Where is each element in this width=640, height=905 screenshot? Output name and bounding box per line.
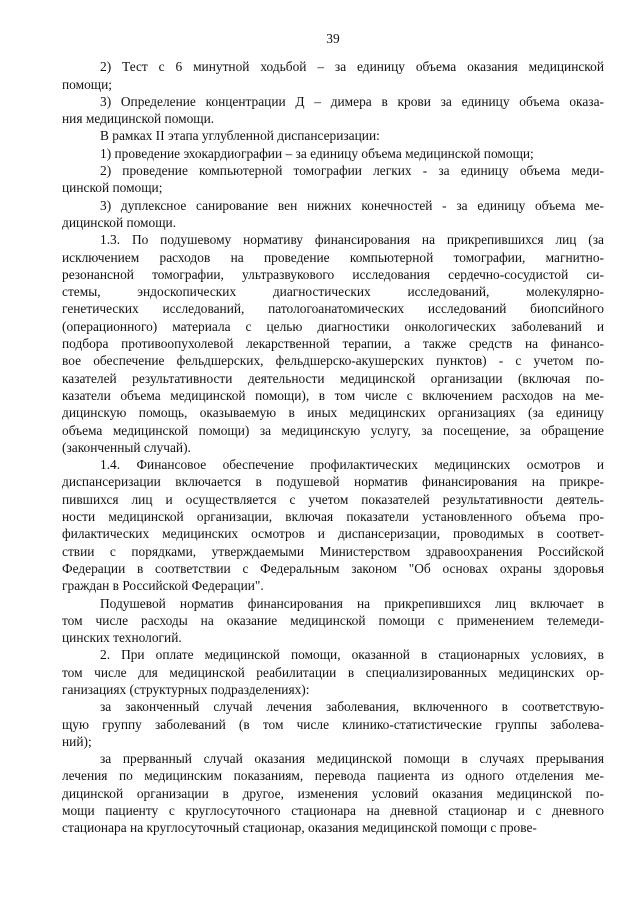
text-line: дицинскую помощь, оказываемую в иных медицинских организациях (за единицу — [62, 405, 604, 421]
text-line: вое обеспечение фельдшерских, фельдшерско-акушерских пунктов) - с учетом по- — [62, 353, 604, 369]
text-line: 2. При оплате медицинской помощи, оказанной в стационарных условиях, в — [100, 647, 604, 663]
text-line: 1.3. По подушевому нормативу финансирования на прикрепившихся лиц (за — [100, 232, 604, 248]
text-line: генетических исследований, патологоанатомических исследований биопсийного — [62, 301, 604, 317]
text-line: 3) Определение концентрации Д – димера в крови за единицу объема оказа- — [100, 93, 604, 109]
text-line: цинских технологий. — [62, 630, 182, 646]
text-line: ния медицинской помощи. — [62, 111, 215, 127]
text-line: ганизациях (структурных подразделениях): — [62, 681, 310, 697]
paragraph — [62, 197, 604, 232]
text-line: 2) Тест с 6 минутной ходьбой – за единицу объема оказания медицинской — [100, 59, 604, 75]
text-line: казателей результативности деятельности медицинской организации (включая по- — [62, 370, 604, 386]
paragraph — [62, 58, 604, 93]
text-line: мощи пациенту с круглосуточного стационара на дневной стационар и с дневного — [62, 803, 604, 819]
paragraph — [62, 127, 604, 144]
text-line: (законченный случай). — [62, 439, 191, 455]
paragraph — [62, 646, 604, 698]
text-line: В рамках II этапа углубленной диспансеризации: — [100, 128, 380, 144]
text-line: Подушевой норматив финансирования на прикрепившихся лиц включает в — [100, 595, 604, 611]
text-line: 2) проведение компьютерной томографии легких - за единицу объема меди- — [100, 163, 604, 179]
paragraph — [62, 231, 604, 456]
text-line: дицинской организации в другое, изменения условий оказания медицинской по- — [62, 785, 604, 801]
document-body — [62, 58, 604, 836]
text-line: объема медицинской помощи) за медицинскую услугу, за посещение, за обращение — [62, 422, 604, 438]
text-line: исключением расходов на проведение компьютерной томографии, магнитно- — [62, 249, 604, 265]
text-line: 1.4. Финансовое обеспечение профилактических медицинских осмотров и — [100, 457, 604, 473]
text-line: ний); — [62, 733, 92, 749]
text-line: филактических медицинских осмотров и диспансеризации, проводимых в соответ- — [62, 526, 604, 542]
text-line: ствии с порядками, утверждаемыми Министерством здравоохранения Российской — [62, 543, 604, 559]
paragraph — [62, 93, 604, 128]
text-line: пившихся лиц и осуществляется с учетом показателей результативности деятель- — [62, 491, 604, 507]
text-line: цинской помощи; — [62, 180, 163, 196]
text-line: диспансеризации включается в подушевой норматив финансирования на прикре- — [62, 474, 604, 490]
text-line: за законченный случай лечения заболевания, включенного в соответствую- — [100, 699, 604, 715]
paragraph — [62, 162, 604, 197]
text-line: щую группу заболеваний (в том числе клинико-статистические группы заболева- — [62, 716, 604, 732]
paragraph — [62, 145, 604, 162]
text-line: том числе для медицинской реабилитации в специализированных медицинских ор- — [62, 664, 604, 680]
text-line: стационара на круглосуточный стационар, оказания медицинской помощи с прове- — [62, 820, 537, 836]
text-line: дицинской помощи. — [62, 214, 177, 230]
text-line: граждан в Российской Федерации". — [62, 578, 264, 594]
text-line: за прерванный случай оказания медицинской помощи в случаях прерывания — [100, 751, 604, 767]
paragraph — [62, 456, 604, 594]
text-line: 3) дуплексное санирование вен нижних конечностей - за единицу объема ме- — [100, 197, 604, 213]
paragraph — [62, 750, 604, 836]
text-line: том числе расходы на оказание медицинской помощи с применением телемеди- — [62, 612, 604, 628]
text-line: лечения по медицинским показаниям, перевода пациента из одного отделения ме- — [62, 768, 604, 784]
paragraph — [62, 595, 604, 647]
text-line: стемы, эндоскопических диагностических исследований, молекулярно- — [62, 284, 604, 300]
page-number: 39 — [326, 31, 340, 46]
text-line: помощи; — [62, 76, 112, 92]
text-line: ности медицинской организации, включая показатели установленного объема про- — [62, 509, 604, 525]
text-line: казатели объема медицинской помощи), в том числе с включением расходов на ме- — [62, 387, 604, 403]
text-line: (операционного) материала с целью диагностики онкологических заболеваний и — [62, 318, 604, 334]
text-line: резонансной томографии, ультразвукового исследования сердечно-сосудистой си- — [62, 266, 604, 282]
text-line: подбора противоопухолевой лекарственной терапии, а также средств на финансо- — [62, 336, 604, 352]
text-line: Федерации в соответствии с Федеральным законом "Об основах охраны здоровья — [62, 560, 604, 576]
text-line: 1) проведение эхокардиографии – за единицу объема медицинской помощи; — [100, 145, 534, 161]
paragraph — [62, 698, 604, 750]
